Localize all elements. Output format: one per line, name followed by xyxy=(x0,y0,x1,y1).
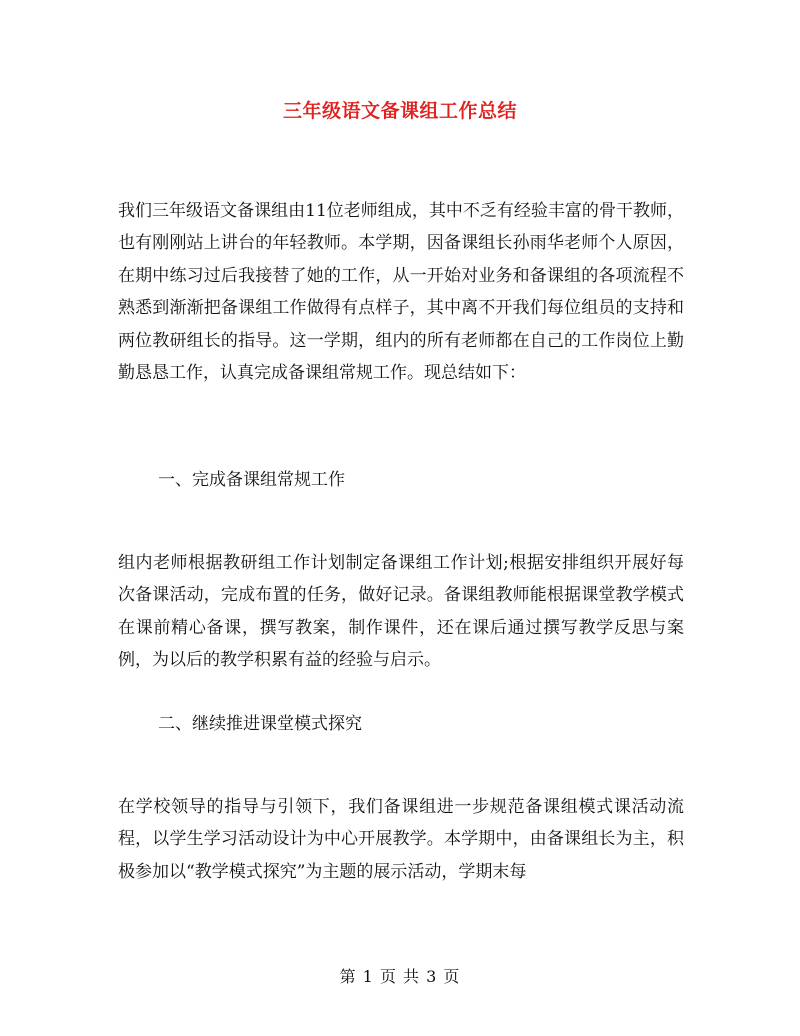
section-heading-2: 二、继续推进课堂模式探究 xyxy=(158,714,362,734)
paragraph-classroom-model: 在学校领导的指导与引领下，我们备课组进一步规范备课组模式课活动流程，以学生学习活动设计为中心开展教学。本学期中，由备课组长为主，积极参加以“教学模式探究”为主题的展示活动，学期末每 xyxy=(118,797,684,882)
paragraph-intro: 我们三年级语文备课组由11位老师组成，其中不乏有经验丰富的骨干教师，也有刚刚站上讲台的年轻教师。本学期，因备课组长孙雨华老师个人原因，在期中练习过后我接替了她的工作，从一开始对业务和备课组的各项流程不熟悉到渐渐把备课组工作做得有点样子，其中离不开我们每位组员的支持和两位教研组长的指导。这一学期，组内的所有老师都在自己的工作岗位上勤勤恳恳工作，认真完成备课组常规工作。现总结如下： xyxy=(118,201,684,384)
paragraph-routine-work: 组内老师根据教研组工作计划制定备课组工作计划;根据安排组织开展好每次备课活动，完成布置的任务，做好记录。备课组教师能根据课堂教学模式在课前精心备课，撰写教案，制作课件，还在课后通过撰写教学反思与案例，为以后的教学积累有益的经验与启示。 xyxy=(118,553,684,671)
document-title: 三年级语文备课组工作总结 xyxy=(282,100,517,122)
page-indicator: 第 1 页 共 3 页 xyxy=(339,967,461,986)
section-heading-1: 一、完成备课组常规工作 xyxy=(158,470,345,490)
